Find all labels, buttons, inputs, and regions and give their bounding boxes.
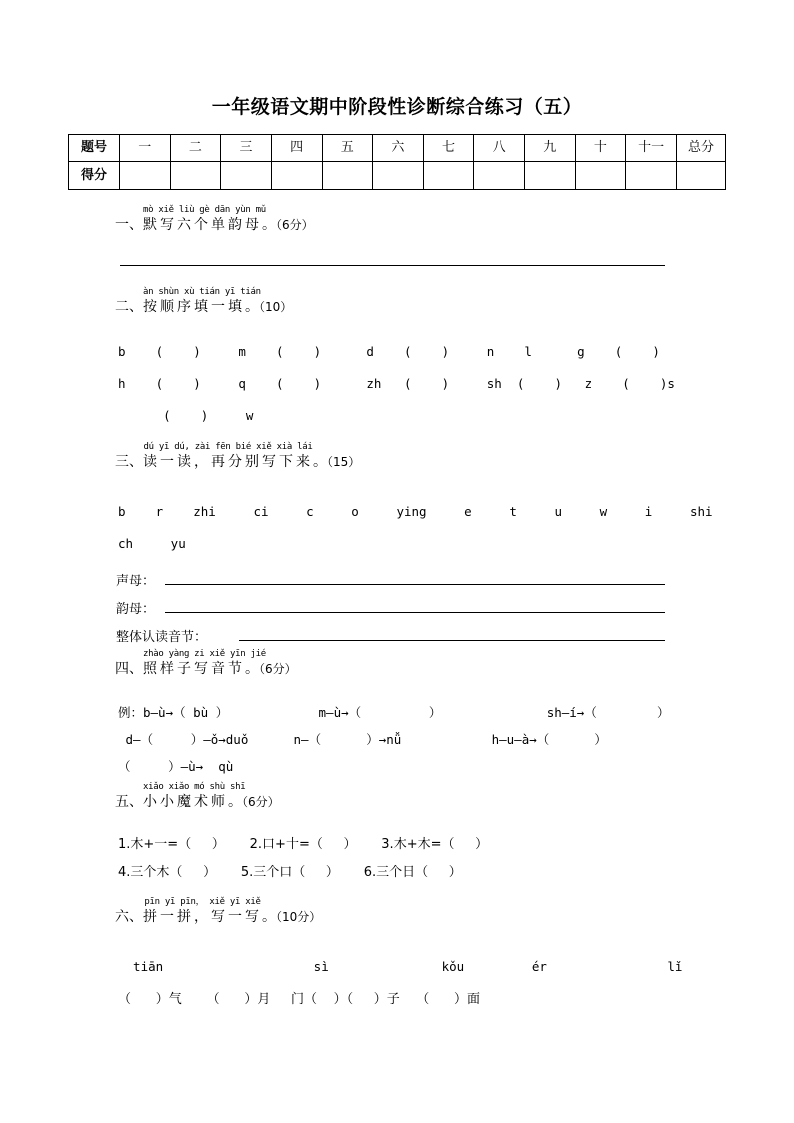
section-3-points: （15） xyxy=(327,455,361,469)
section-3-answer-line-finals[interactable] xyxy=(165,612,665,613)
section-5-heading xyxy=(115,782,280,810)
section-3-answer-line-initials[interactable] xyxy=(165,584,665,585)
section-4-row-3[interactable]: （ ）—ù→ qù xyxy=(118,759,234,774)
section-3-title-ruby xyxy=(143,442,313,470)
section-3-answer-label-finals xyxy=(116,598,155,617)
section-3-punct: 。 xyxy=(313,454,327,470)
section-2-row-1[interactable]: b ( ) m ( ) d ( ) n l g ( ) xyxy=(118,344,660,359)
label-zhengti-renduyinjie: 整体认读音节： xyxy=(116,630,208,645)
score-table-col-10: 十 xyxy=(575,135,626,162)
score-table-row-label-number: 题号 xyxy=(69,135,120,162)
section-4-points: （6分） xyxy=(259,662,297,676)
section-5-title-ruby xyxy=(143,782,246,810)
score-cell-6[interactable] xyxy=(373,162,424,190)
score-cell-7[interactable] xyxy=(423,162,474,190)
label-shengmu: 声母： xyxy=(116,574,156,589)
section-3-answer-label-whole-syllables xyxy=(116,626,207,645)
section-5-row-1[interactable]: 1.木+一=（ ） 2.口+十=（ ） 3.木+木=（ ） xyxy=(118,837,489,852)
section-1-pinyin: mò xiě liù gè dān yùn mǔ xyxy=(143,205,266,215)
section-3-heading xyxy=(115,442,361,470)
section-6-number: 六、 xyxy=(115,909,143,925)
section-6-title-ruby xyxy=(143,897,262,925)
section-5-punct: 。 xyxy=(228,794,242,810)
section-4-title-ruby xyxy=(143,649,266,677)
section-5-number: 五、 xyxy=(115,794,143,810)
score-table-col-5: 五 xyxy=(322,135,373,162)
section-2-chinese: 按顺序填一填 xyxy=(143,299,245,315)
score-cell-4[interactable] xyxy=(271,162,322,190)
section-6-heading xyxy=(115,897,322,925)
section-5-points: （6分） xyxy=(242,795,280,809)
section-2-row-3[interactable]: ( ) w xyxy=(118,408,254,423)
score-table xyxy=(68,134,726,190)
score-table-col-1: 一 xyxy=(120,135,171,162)
section-2-title-ruby xyxy=(143,287,261,315)
score-cell-total[interactable] xyxy=(677,162,726,190)
section-3-letter-row-2: ch yu xyxy=(118,536,186,551)
section-4-heading xyxy=(115,649,297,677)
section-1-heading xyxy=(115,205,314,233)
score-table-col-9: 九 xyxy=(525,135,576,162)
section-1-points: （6分） xyxy=(276,218,314,232)
section-2-punct: 。 xyxy=(245,299,259,315)
score-table-col-7: 七 xyxy=(423,135,474,162)
section-3-answer-line-whole-syllables[interactable] xyxy=(239,640,665,641)
score-cell-10[interactable] xyxy=(575,162,626,190)
section-1-chinese: 默写六个单韵母 xyxy=(143,217,262,233)
score-table-col-total: 总分 xyxy=(677,135,726,162)
section-4-row-1[interactable]: 例：b—ù→（ bù ） m—ù→（ ） sh—í→（ ） xyxy=(118,705,670,720)
score-table-col-3: 三 xyxy=(221,135,272,162)
score-cell-3[interactable] xyxy=(221,162,272,190)
section-3-chinese: 读一读，再分别写下来 xyxy=(143,454,313,470)
label-yunmu: 韵母： xyxy=(116,602,156,617)
section-1-title-ruby xyxy=(143,205,266,233)
score-table-col-4: 四 xyxy=(271,135,322,162)
section-6-char-row[interactable]: （ ）气 （ ）月 门（ ）（ ）子 （ ）面 xyxy=(118,992,481,1007)
section-2-points: （10） xyxy=(259,300,293,314)
score-table-col-8: 八 xyxy=(474,135,525,162)
score-cell-11[interactable] xyxy=(626,162,677,190)
score-table-col-2: 二 xyxy=(170,135,221,162)
section-4-pinyin: zhào yàng zi xiě yīn jié xyxy=(143,649,266,659)
page-title: 一年级语文期中阶段性诊断综合练习（五） xyxy=(211,96,583,118)
section-2-row-2[interactable]: h ( ) q ( ) zh ( ) sh ( ) z ( )s xyxy=(118,376,675,391)
section-6-chinese: 拼一拼，写一写 xyxy=(143,909,262,925)
section-1-number: 一、 xyxy=(115,217,143,233)
section-6-points: （10分） xyxy=(276,910,322,924)
section-1-punct: 。 xyxy=(262,217,276,233)
section-2-number: 二、 xyxy=(115,299,143,315)
section-3-answer-label-initials xyxy=(116,570,155,589)
score-table-row-label-score: 得分 xyxy=(69,162,120,190)
table-row-question-numbers xyxy=(69,135,726,162)
section-5-pinyin: xiǎo xiǎo mó shù shī xyxy=(143,782,246,792)
score-table-col-6: 六 xyxy=(373,135,424,162)
section-4-punct: 。 xyxy=(245,661,259,677)
section-2-pinyin: àn shùn xù tián yī tián xyxy=(143,287,261,297)
score-cell-9[interactable] xyxy=(525,162,576,190)
section-4-chinese: 照样子写音节 xyxy=(143,661,245,677)
section-5-row-2[interactable]: 4.三个木（ ） 5.三个口（ ） 6.三个日（ ） xyxy=(118,865,462,880)
section-4-number: 四、 xyxy=(115,661,143,677)
section-3-letter-row-1: b r zhi ci c o ying e t u w i shi xyxy=(118,504,713,519)
section-1-answer-line[interactable] xyxy=(120,265,665,266)
section-4-row-2[interactable]: d—（ ）—ǒ→duǒ n—（ ）→nǚ h—u—à→（ ） xyxy=(118,732,607,747)
table-row-scores xyxy=(69,162,726,190)
section-3-pinyin: dú yī dú, zài fēn bié xiě xià lái xyxy=(143,442,313,452)
section-6-punct: 。 xyxy=(262,909,276,925)
score-table-col-11: 十一 xyxy=(626,135,677,162)
section-6-pinyin: pīn yī pīn， xiě yī xiě xyxy=(144,897,261,907)
section-6-pinyin-row: tiān sì kǒu ér lǐ xyxy=(118,959,683,974)
section-3-number: 三、 xyxy=(115,454,143,470)
section-5-chinese: 小小魔术师 xyxy=(143,794,228,810)
score-cell-5[interactable] xyxy=(322,162,373,190)
score-cell-2[interactable] xyxy=(170,162,221,190)
score-cell-8[interactable] xyxy=(474,162,525,190)
score-cell-1[interactable] xyxy=(120,162,171,190)
section-2-heading xyxy=(115,287,293,315)
